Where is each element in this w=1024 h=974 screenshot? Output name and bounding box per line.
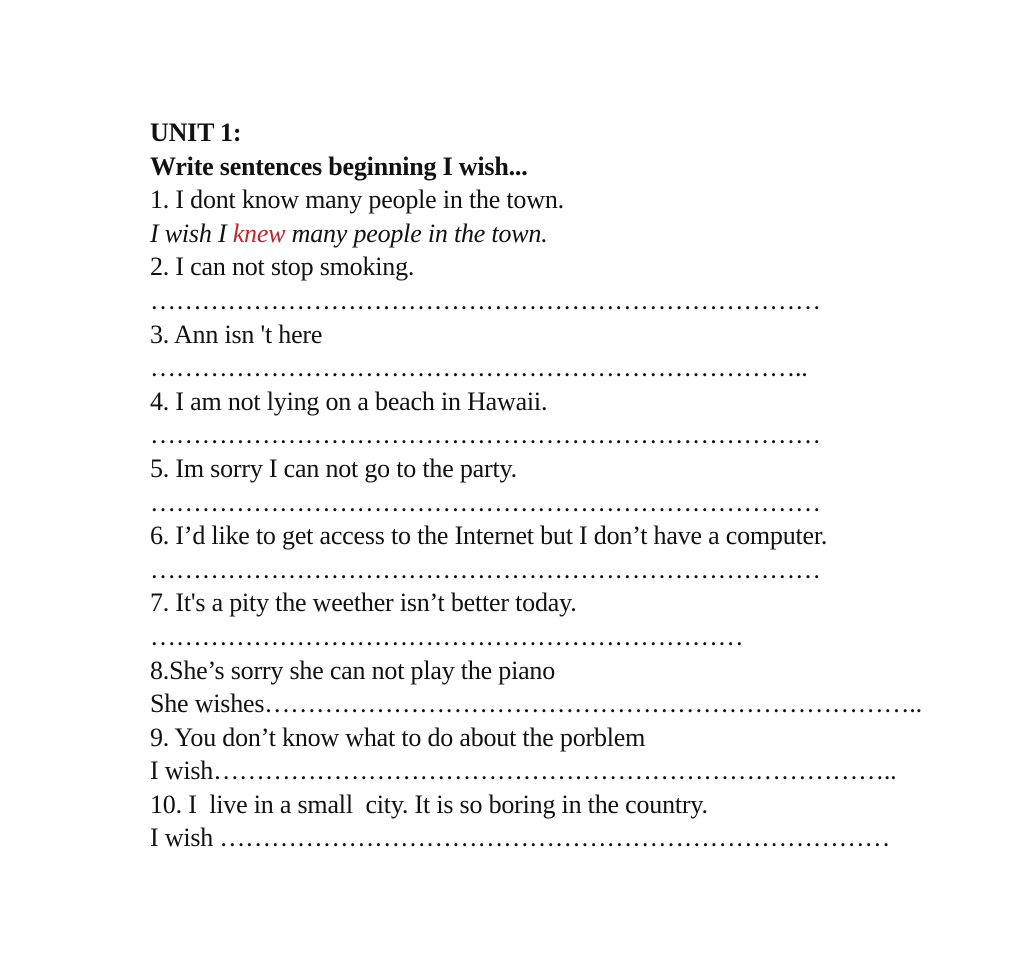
example-answer-suffix: many people in the town. (285, 218, 548, 248)
exercise-6-answer-line[interactable]: …………………………………………………………………… (150, 554, 821, 584)
exercise-10-question: 10. I live in a small city. It is so boring in the country. (150, 789, 708, 819)
exercise-6-question: 6. I’d like to get access to the Internet but I don’t have a computer. (150, 521, 828, 551)
exercise-7-question: 7. It's a pity the weether isn’t better today. (150, 588, 577, 618)
exercise-4-question: 4. I am not lying on a beach in Hawaii. (150, 386, 548, 416)
example-answer-highlight: knew (232, 218, 286, 248)
exercise-2-question: 2. I can not stop smoking. (150, 252, 415, 282)
unit-title: UNIT 1: (150, 118, 242, 147)
exercise-8-question: 8.She’s sorry she can not play the piano (150, 655, 556, 685)
exercise-3-answer-line[interactable]: ………………………………………………………………….. (150, 353, 808, 383)
exercise-5-question: 5. Im sorry I can not go to the party. (150, 453, 517, 483)
exercise-4-answer-line[interactable]: …………………………………………………………………… (150, 420, 821, 450)
exercise-9-question: 9. You don’t know what to do about the porblem (150, 722, 646, 752)
exercise-7-answer-line[interactable]: …………………………………………………………… (150, 621, 744, 651)
worksheet (150, 116, 990, 855)
exercise-5-answer-line[interactable]: …………………………………………………………………… (150, 487, 821, 517)
exercise-8-answer-line[interactable]: She wishes………………………………………………………………….. (150, 689, 922, 719)
exercise-3-question: 3. Ann isn 't here (150, 319, 323, 349)
instruction: Write sentences beginning I wish... (150, 151, 528, 181)
exercise-2-answer-line[interactable]: …………………………………………………………………… (150, 285, 821, 315)
example-answer-prefix: I wish I (150, 218, 233, 248)
exercise-10-answer-line[interactable]: I wish …………………………………………………………………… (150, 823, 891, 853)
exercise-9-answer-line[interactable]: I wish…………………………………………………………………….. (150, 756, 897, 786)
example-question: 1. I dont know many people in the town. (150, 185, 564, 215)
example-answer (150, 217, 990, 251)
